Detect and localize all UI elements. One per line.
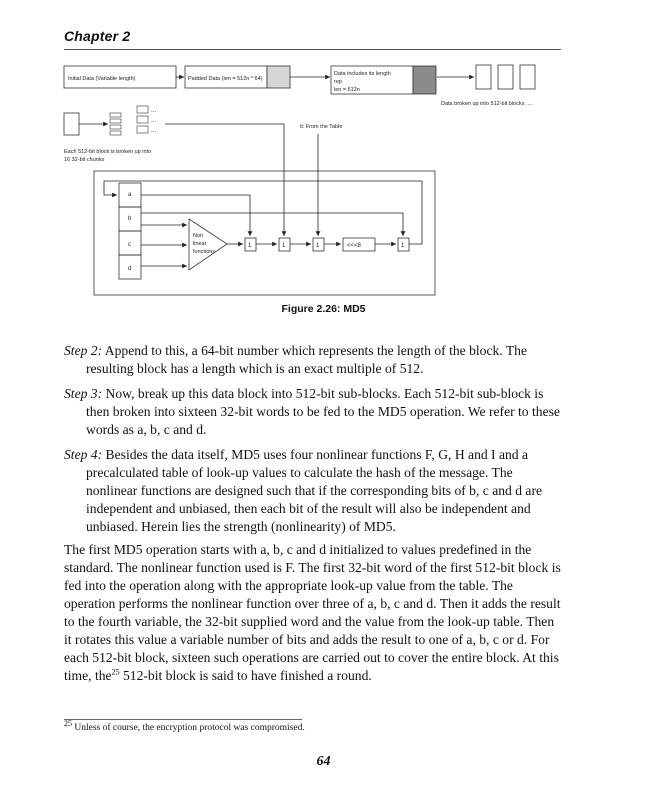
padding-block [267, 66, 290, 88]
initial-data-label: Initial Data (Variable length) [68, 76, 136, 82]
chapter-heading: Chapter 2 [64, 28, 131, 44]
step-3-text: Now, break up this data block into 512-bit sub-blocks. Each 512-bit sub-block is then broken into sixteen 32-bit words to be fed to the MD5 operation. We refer to these words as a, b, c and d. [86, 386, 560, 437]
adder-1-label: 1 [248, 243, 252, 249]
var-b-label: b [128, 216, 132, 222]
output-block-2 [498, 65, 513, 89]
svg-text:functions [193, 249, 215, 255]
step-4-label: Step 4: [64, 447, 103, 462]
padded-data-label: Padded Data (len = 512n * 64) [188, 76, 263, 82]
body-paragraph [64, 541, 564, 685]
rotate-label: <<<8 [347, 243, 361, 249]
nonlinear-line1: Non [193, 233, 204, 239]
block-box [64, 113, 79, 135]
adder-3-label: 1 [316, 243, 320, 249]
svg-text:Non [193, 233, 203, 239]
svg-text:Each 512-bit block is broken u [64, 149, 151, 155]
var-a-label: a [128, 192, 132, 198]
footnote-text: Unless of course, the encryption protocol was compromised. [72, 723, 305, 733]
footnote [64, 718, 305, 733]
svg-text:linear [193, 241, 207, 247]
data-includes-line1: Data includes its length [334, 71, 391, 77]
output-block-1 [476, 65, 491, 89]
broken-blocks-label: Data broken up into 512-bit blocks .... [441, 101, 533, 107]
step-3 [64, 385, 564, 439]
paragraph-text: The first MD5 operation starts with a, b, c and d initialized to values predefined in the standard. The nonlinear function used is F. The first 32-bit word of the first 512-bit block is fed into the operation along with the appropriate look-up value from the table. The operation performs the nonlinear function over three of a, b, c and d. Then it adds the result to the fourth variable, the 32-bit supplied word and the value from the look-up table. Then it rotates this value a variable number of bits and adds the result to one of a, b, c or d. For each 512-bit block, sixteen such operations are carried out to cover the entire block. At this time, the [64, 542, 561, 683]
data-includes-line3: len = 512n [334, 87, 360, 93]
svg-text:16 32-bit chunks [64, 157, 105, 163]
adder-4-label: 1 [401, 243, 405, 249]
footnote-rule [64, 719, 302, 720]
svg-text:len = 512n [334, 87, 360, 93]
output-block-3 [520, 65, 535, 89]
ellipsis-1: ... [151, 108, 157, 114]
step-2-label: Step 2: [64, 343, 103, 358]
step-2 [64, 342, 564, 378]
var-c-label: c [128, 242, 131, 248]
footnote-number: 25 [64, 718, 72, 728]
adder-2-label: 1 [282, 243, 286, 249]
length-block [413, 66, 436, 94]
step-4-text: Besides the data itself, MD5 uses four nonlinear functions F, G, H and I and a precalculated table of look-up values to calculate the hash of the message. The nonlinear functions are designed such that if the corresponding bits of b, c and d are independent and unbiased, then each bit of the result will also be independent and unbiased. Herein lies the strength (nonlinearity) of MD5. [86, 447, 543, 534]
ellipsis-2: ... [151, 118, 157, 124]
footnote-ref: 25 [111, 667, 120, 677]
step-3-label: Step 3: [64, 386, 103, 401]
nonlinear-line2: linear [193, 241, 207, 247]
each-block-line2: 16 32-bit chunks [64, 157, 105, 163]
from-table-label: ti: From the Table [300, 124, 343, 130]
page-number: 64 [316, 754, 331, 769]
md5-diagram [0, 0, 647, 300]
paragraph-text-end: 512-bit block is said to have finished a round. [119, 668, 372, 683]
steps-list [64, 342, 564, 543]
var-d-label: d [128, 266, 132, 272]
each-block-line1: Each 512-bit block is broken up into [64, 149, 152, 155]
md5-operation-frame [94, 171, 435, 295]
step-2-text: Append to this, a 64-bit number which represents the length of the block. The resulting block has a length which is an exact multiple of 512. [86, 343, 527, 376]
svg-text:rep [334, 79, 342, 85]
data-includes-line2: rep [334, 79, 342, 85]
step-4 [64, 446, 564, 536]
figure-caption: Figure 2.26: MD5 [281, 303, 366, 315]
nonlinear-line3: functions [193, 249, 216, 255]
ellipsis-3: ... [151, 128, 157, 134]
svg-text:Data includes its length [334, 71, 391, 77]
